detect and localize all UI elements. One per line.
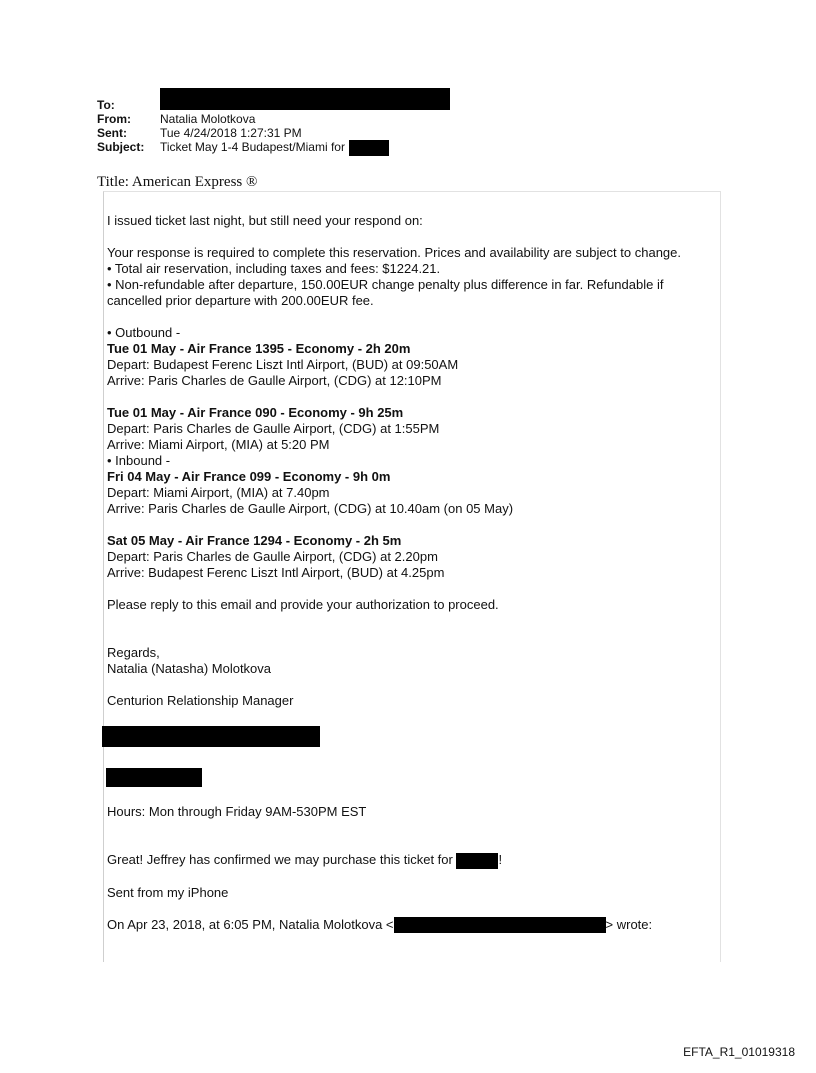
great-prefix: Great! Jeffrey has confirmed we may purchase this ticket for [107, 852, 453, 867]
flight1-title: Tue 01 May - Air France 1395 - Economy - 2h 20m [107, 341, 411, 356]
redaction-email [394, 917, 606, 933]
quote-suffix: > wrote: [605, 916, 653, 932]
flight3-title: Fri 04 May - Air France 099 - Economy - 9h 0m [107, 469, 391, 484]
quote-prefix: On Apr 23, 2018, at 6:05 PM, Natalia Molotkova < [107, 916, 394, 932]
bullet-refund: • Non-refundable after departure, 150.00EUR change penalty plus difference in far. Refundable if cancelled prior departure with 200.00EUR fee. [107, 277, 664, 308]
from-row [97, 112, 450, 126]
flight2-title: Tue 01 May - Air France 090 - Economy - 9h 25m [107, 405, 404, 420]
redaction-signature-2 [106, 768, 202, 787]
redaction-purchase [456, 853, 498, 869]
inbound-label: • Inbound - [107, 453, 171, 468]
signature-name: Natalia (Natasha) Molotkova [107, 661, 272, 676]
reply-request: Please reply to this email and provide your authorization to proceed. [107, 597, 499, 612]
redaction-signature-1 [102, 726, 320, 747]
regards: Regards, [107, 645, 160, 660]
to-label: To: [97, 98, 115, 112]
flight3-arrive: Arrive: Paris Charles de Gaulle Airport, (CDG) at 10.40am (on 05 May) [107, 501, 514, 516]
quote-line [107, 917, 719, 934]
subject-label: Subject: [97, 140, 145, 154]
flight2-arrive: Arrive: Miami Airport, (MIA) at 5:20 PM [107, 437, 330, 452]
subject-value: Ticket May 1-4 Budapest/Miami for [160, 140, 345, 154]
bullet-total: • Total air reservation, including taxes and fees: $1224.21. [107, 261, 441, 276]
document-id: EFTA_R1_01019318 [683, 1045, 795, 1059]
flight2-depart: Depart: Paris Charles de Gaulle Airport, (CDG) at 1:55PM [107, 421, 440, 436]
sent-label: Sent: [97, 126, 127, 140]
flight3-depart: Depart: Miami Airport, (MIA) at 7.40pm [107, 485, 330, 500]
redaction-to [160, 88, 450, 110]
great-suffix: ! [498, 852, 503, 867]
flight4-depart: Depart: Paris Charles de Gaulle Airport, (CDG) at 2.20pm [107, 549, 438, 564]
sent-value: Tue 4/24/2018 1:27:31 PM [160, 126, 302, 140]
sent-from: Sent from my iPhone [107, 884, 229, 900]
outbound-label: • Outbound - [107, 325, 181, 340]
flight4-title: Sat 05 May - Air France 1294 - Economy - 2h 5m [107, 533, 402, 548]
from-label: From: [97, 112, 131, 126]
response-required-text: Your response is required to complete this reservation. Prices and availability are subject to change. [107, 245, 681, 260]
flight1-arrive: Arrive: Paris Charles de Gaulle Airport, (CDG) at 12:10PM [107, 373, 442, 388]
email-header [97, 98, 450, 156]
to-row [97, 98, 450, 112]
document-title: Title: American Express ® [97, 174, 258, 190]
signature-role: Centurion Relationship Manager [107, 693, 294, 708]
from-value: Natalia Molotkova [160, 112, 256, 126]
intro-text: I issued ticket last night, but still need your respond on: [107, 213, 423, 228]
hours: Hours: Mon through Friday 9AM-530PM EST [107, 804, 367, 819]
redaction-subject [349, 140, 389, 156]
great-line [107, 852, 719, 869]
subject-row [97, 140, 450, 156]
flight1-depart: Depart: Budapest Ferenc Liszt Intl Airport, (BUD) at 09:50AM [107, 357, 459, 372]
message-body [107, 213, 719, 933]
sent-row [97, 126, 450, 140]
flight4-arrive: Arrive: Budapest Ferenc Liszt Intl Airport, (BUD) at 4.25pm [107, 565, 445, 580]
